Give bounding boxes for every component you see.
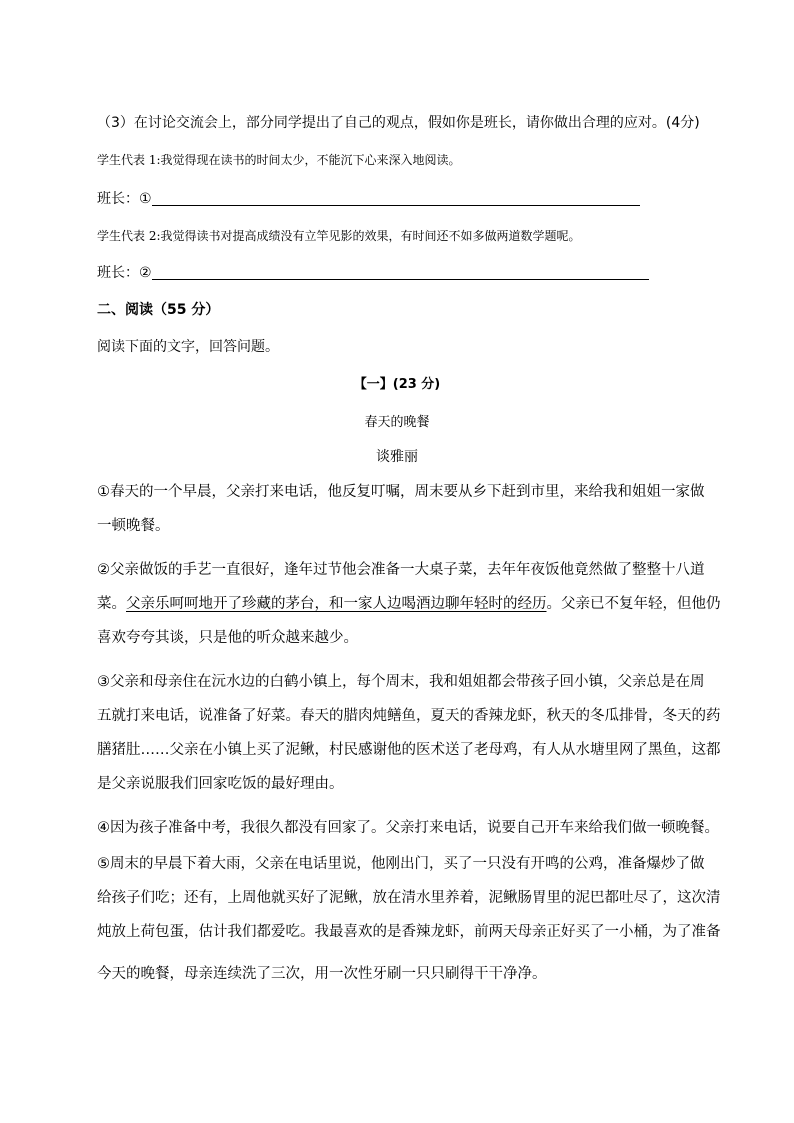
paragraph-3-line-4: 是父亲说服我们回家吃饭的最好理由。 [97,776,344,792]
paragraph-5-line-2: 给孩子们吃；还有，上周他就买好了泥鳅，放在清水里养着，泥鳅肠胃里的泥巴都吐尽了，这次清 [97,890,721,906]
paragraph-2-text: 菜。 [97,596,126,612]
paragraph-2-line-3: 喜欢夸夸其谈，只是他的听众越来越少。 [97,630,358,646]
paragraph-1-line-2: 一顿晚餐。 [97,518,170,534]
paragraph-1-line-1: ①春天的一个早晨，父亲打来电话，他反复叮嘱，周末要从乡下赶到市里，来给我和姐姐一家做 [97,484,705,500]
paragraph-2-line-1: ②父亲做饭的手艺一直很好，逢年过节他会准备一大桌子菜，去年年夜饭他竟然做了整整十八道 [97,562,705,578]
underlined-sentence: 父亲乐呵呵地开了珍藏的茅台，和一家人边喝酒边聊年轻时的经历 [126,596,547,612]
section-heading: 二、阅读（55 分） [97,302,220,318]
part-heading: 【一】(23 分) [353,377,441,392]
monitor-answer-2-label: 班长：② [97,265,152,281]
paragraph-2-line-2 [97,587,721,621]
monitor-answer-2-row [97,262,649,282]
paragraph-3-line-2: 五就打来电话，说准备了好菜。春天的腊肉炖鳝鱼，夏天的香辣龙虾，秋天的冬瓜排骨，冬天的药 [97,708,721,724]
paragraph-5-line-1: ⑤周末的早晨下着大雨，父亲在电话里说，他刚出门，买了一只没有开鸣的公鸡，准备爆炒了做 [97,856,705,872]
paragraph-4: ④因为孩子准备中考，我很久都没有回家了。父亲打来电话，说要自己开车来给我们做一顿晚餐。 [97,820,719,836]
answer-1-blank-line[interactable] [152,191,640,206]
monitor-answer-1-row [97,188,640,208]
student-rep-2-statement: 学生代表 2:我觉得读书对提高成绩没有立竿见影的效果，有时间还不如多做两道数学题呢。 [97,229,581,243]
student-rep-1-statement: 学生代表 1:我觉得现在读书的时间太少，不能沉下心来深入地阅读。 [97,153,461,167]
paragraph-3-line-3: 膳猪肚……父亲在小镇上买了泥鳅，村民感谢他的医术送了老母鸡，有人从水塘里网了黑鱼，这都 [97,742,721,758]
article-author: 谈雅丽 [376,449,418,465]
paragraph-2-text-cont: 。父亲已不复年轻，但他仍 [546,596,721,612]
monitor-answer-1-label: 班长：① [97,191,152,207]
paragraph-5-line-3: 炖放上荷包蛋，估计我们都爱吃。我最喜欢的是香辣龙虾，前两天母亲正好买了一小桶，为了准备 [97,924,721,940]
reading-instruction: 阅读下面的文字，回答问题。 [97,339,279,355]
article-title: 春天的晚餐 [364,415,430,430]
answer-2-blank-line[interactable] [152,265,649,280]
paragraph-3-line-1: ③父亲和母亲住在沅水边的白鹤小镇上，每个周末，我和姐姐都会带孩子回小镇，父亲总是在周 [97,674,705,690]
paragraph-5-line-4: 今天的晚餐，母亲连续洗了三次，用一次性牙刷一只只刷得干干净净。 [97,966,547,982]
question-3-prompt: （3）在讨论交流会上，部分同学提出了自己的观点，假如你是班长，请你做出合理的应对。(4分) [97,115,700,131]
